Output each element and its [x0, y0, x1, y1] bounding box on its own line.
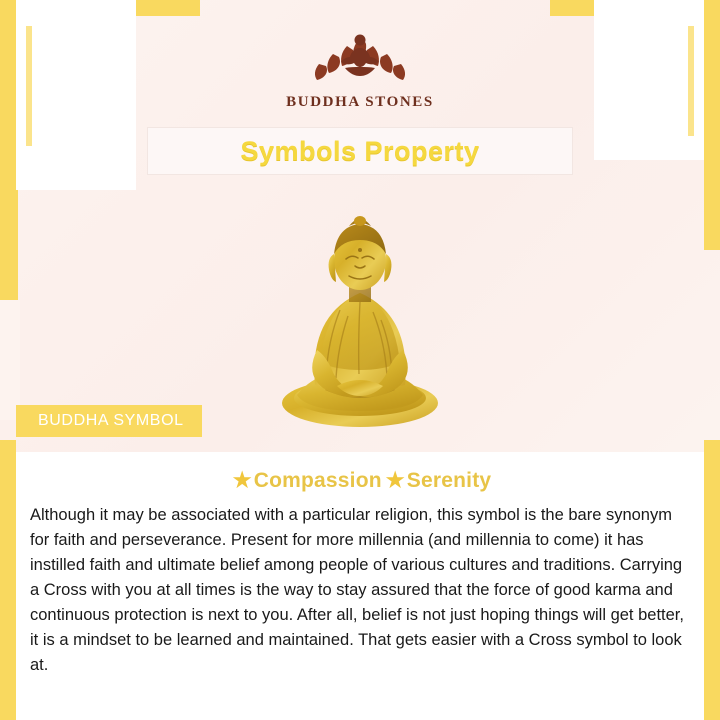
keywords-line	[30, 468, 690, 493]
brand-name: BUDDHA STONES	[286, 94, 434, 110]
star-icon-left: ★	[232, 469, 252, 492]
decorative-band-bottom-right	[704, 440, 720, 720]
poster-header	[0, 0, 720, 111]
description-paragraph: Although it may be associated with a particular religion, this symbol is the bare synonym for faith and perseverance. Present for more millennia (and millennia to come) it has instilled faith and ultimate belief among people of various cultures and traditions. Carrying a Cross with you at all times is the way to stay assured that the force of good karma and continuous protection is next to you. After all, belief is not just hoping things will get better, it is a mindset to be learned and maintained. That gets easier with a Cross symbol to look at.	[30, 506, 684, 675]
star-icon-right: ★	[385, 469, 405, 492]
keyword-serenity: Serenity	[406, 469, 492, 492]
title-banner	[147, 127, 573, 175]
decorative-band-bottom-left	[0, 440, 16, 720]
lotus-meditation-icon	[285, 18, 435, 88]
symbol-tag-badge: BUDDHA SYMBOL	[16, 405, 202, 437]
keyword-compassion: Compassion	[253, 469, 382, 492]
description-panel	[16, 452, 704, 720]
golden-buddha-statue-illustration	[245, 190, 475, 440]
page-title: Symbols Property	[240, 135, 480, 166]
